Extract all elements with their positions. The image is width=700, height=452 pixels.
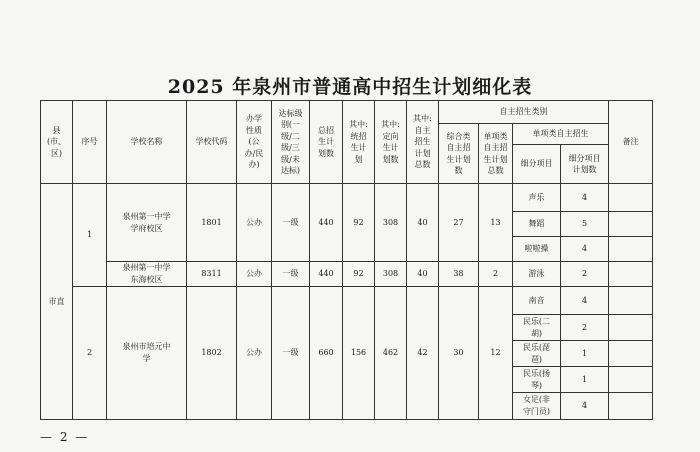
header-remark: 备注 <box>609 101 653 184</box>
header-autonomous-category: 自主招生类别 <box>439 101 609 124</box>
header-school-code: 学校代码 <box>187 101 237 184</box>
table-row <box>41 184 653 212</box>
sub-count-cell: 4 <box>561 184 609 212</box>
unified-cell: 92 <box>343 262 375 287</box>
header-school-name: 学校名称 <box>107 101 187 184</box>
header-seq: 序号 <box>73 101 107 184</box>
header-autonomous: 其中: 自主 招生 计划 总数 <box>407 101 439 184</box>
header-single-group: 单项类自主招生 <box>513 124 609 145</box>
sub-item-cell: 啦啦操 <box>513 237 561 262</box>
school-code-cell: 1801 <box>187 184 237 262</box>
remark-cell <box>609 262 653 287</box>
header-unified: 其中: 统招 生计 划 <box>343 101 375 184</box>
level-cell: 一级 <box>272 184 310 262</box>
remark-cell <box>609 315 653 341</box>
sub-count-cell: 4 <box>561 287 609 315</box>
directed-cell: 462 <box>375 287 407 420</box>
remark-cell <box>609 184 653 212</box>
header-total: 总招 生计 划数 <box>310 101 343 184</box>
header-county: 县 (市、 区) <box>41 101 73 184</box>
remark-cell <box>609 341 653 367</box>
comprehensive-cell: 27 <box>439 184 479 262</box>
header-directed: 其中: 定向 生计 划数 <box>375 101 407 184</box>
sub-item-cell: 舞蹈 <box>513 212 561 237</box>
single-total-cell: 2 <box>479 262 513 287</box>
total-cell: 660 <box>310 287 343 420</box>
page-number: — 2 — <box>40 430 90 444</box>
sub-item-cell: 游泳 <box>513 262 561 287</box>
header-level: 达标级 别(一 级/二 级/三 级/未 达标) <box>272 101 310 184</box>
table-row <box>41 262 653 287</box>
header-single-total: 单项类 自主招 生计划 总数 <box>479 124 513 184</box>
nature-cell: 公办 <box>237 184 272 262</box>
single-total-cell: 13 <box>479 184 513 262</box>
school-code-cell: 8311 <box>187 262 237 287</box>
school-name-cell: 泉州第一中学 学府校区 <box>107 184 187 262</box>
total-cell: 440 <box>310 184 343 262</box>
table-row <box>41 287 653 315</box>
level-cell: 一级 <box>272 287 310 420</box>
sub-item-cell: 民乐(琵 琶) <box>513 341 561 367</box>
header-comprehensive: 综合类 自主招 生计划 数 <box>439 124 479 184</box>
enrollment-plan-sheet <box>40 100 652 416</box>
school-code-cell: 1802 <box>187 287 237 420</box>
nature-cell: 公办 <box>237 287 272 420</box>
remark-cell <box>609 212 653 237</box>
directed-cell: 308 <box>375 184 407 262</box>
remark-cell <box>609 287 653 315</box>
remark-cell <box>609 367 653 393</box>
total-cell: 440 <box>310 262 343 287</box>
sub-item-cell: 南音 <box>513 287 561 315</box>
sub-item-cell: 民乐(二 胡) <box>513 315 561 341</box>
sub-item-cell: 女足(非 守门员) <box>513 393 561 420</box>
sub-count-cell: 4 <box>561 237 609 262</box>
sub-count-cell: 4 <box>561 393 609 420</box>
single-total-cell: 12 <box>479 287 513 420</box>
autonomous-cell: 42 <box>407 287 439 420</box>
header-sub-count: 细分项目 计划数 <box>561 145 609 184</box>
unified-cell: 156 <box>343 287 375 420</box>
header-nature: 办学 性质 (公 办/民 办) <box>237 101 272 184</box>
autonomous-cell: 40 <box>407 262 439 287</box>
school-name-cell: 泉州第一中学 东海校区 <box>107 262 187 287</box>
comprehensive-cell: 30 <box>439 287 479 420</box>
sub-count-cell: 5 <box>561 212 609 237</box>
directed-cell: 308 <box>375 262 407 287</box>
sub-count-cell: 2 <box>561 315 609 341</box>
autonomous-cell: 40 <box>407 184 439 262</box>
enrollment-plan-table <box>40 100 653 420</box>
sub-count-cell: 1 <box>561 341 609 367</box>
page-title: 2025 年泉州市普通高中招生计划细化表 <box>167 76 533 98</box>
remark-cell <box>609 237 653 262</box>
school-name-cell: 泉州市培元中 学 <box>107 287 187 420</box>
sub-item-cell: 声乐 <box>513 184 561 212</box>
header-sub-item: 细分项目 <box>513 145 561 184</box>
sub-item-cell: 民乐(扬 琴) <box>513 367 561 393</box>
seq-cell: 2 <box>73 287 107 420</box>
nature-cell: 公办 <box>237 262 272 287</box>
sub-count-cell: 2 <box>561 262 609 287</box>
unified-cell: 92 <box>343 184 375 262</box>
seq-cell: 1 <box>73 184 107 287</box>
level-cell: 一级 <box>272 262 310 287</box>
county-cell: 市直 <box>41 184 73 420</box>
comprehensive-cell: 38 <box>439 262 479 287</box>
remark-cell <box>609 393 653 420</box>
sub-count-cell: 1 <box>561 367 609 393</box>
